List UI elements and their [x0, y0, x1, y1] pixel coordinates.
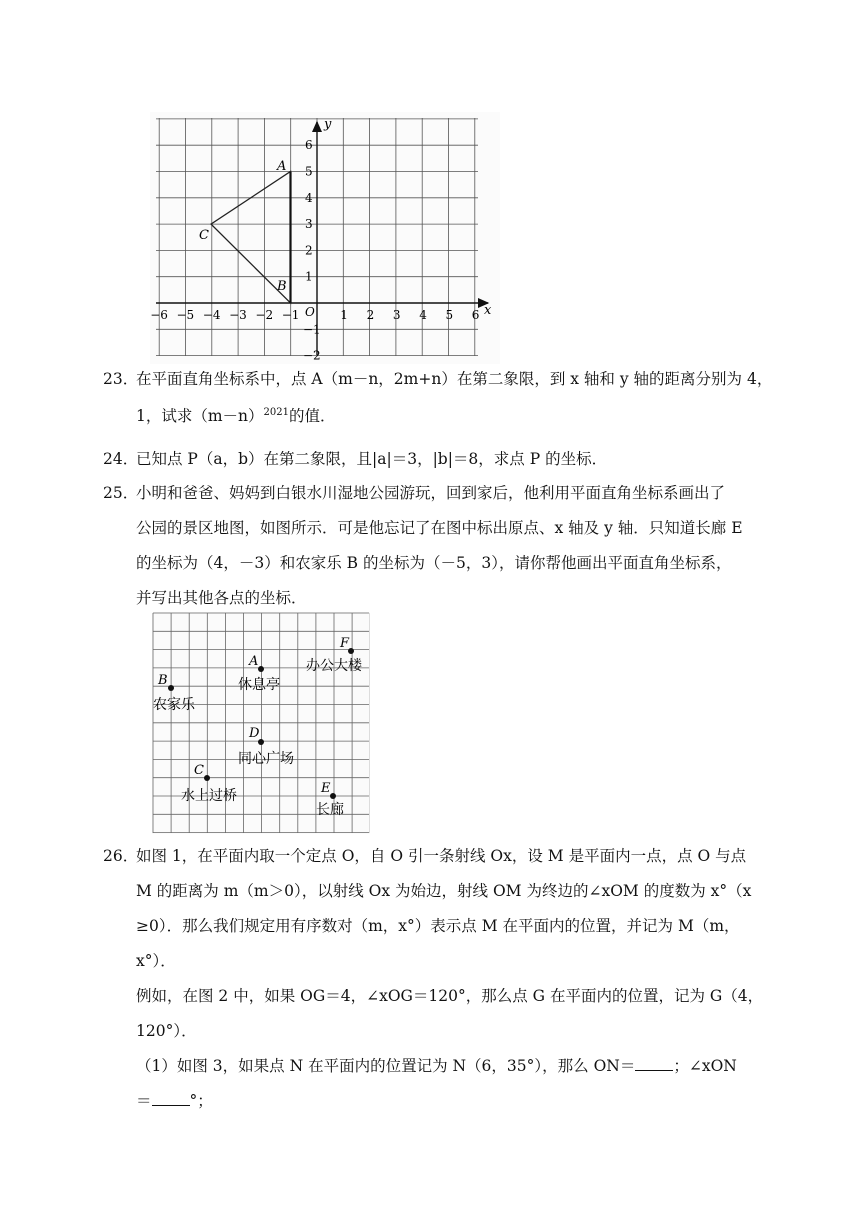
- question-text: 并写出其他各点的坐标．: [136, 589, 307, 607]
- question-text: 120°）．: [136, 1022, 197, 1040]
- point-e-letter: E: [321, 781, 331, 796]
- park-map: [152, 612, 370, 834]
- x-tick-label: 4: [419, 308, 427, 322]
- question-text: ＝ °；: [136, 1092, 213, 1110]
- point-c-label: C: [199, 228, 209, 243]
- x-tick-label: −1: [281, 308, 300, 322]
- y-tick-label: −1: [303, 322, 321, 337]
- question-text: 在平面直角坐标系中，点 A（m－n，2m+n）在第二象限，到 x 轴和 y 轴的距离分别为 4，: [136, 370, 773, 388]
- question-text: 已知点 P（a，b）在第二象限，且|a|＝3，|b|＝8，求点 P 的坐标．: [136, 450, 608, 468]
- point-c-dot: [204, 775, 210, 781]
- x-tick-label: −6: [150, 308, 168, 322]
- x-tick-label: 1: [340, 308, 348, 322]
- x-tick-label: −4: [202, 308, 221, 322]
- x-tick-label: 3: [392, 308, 401, 322]
- point-b-letter: B: [158, 673, 168, 688]
- y-tick-label: 4: [305, 190, 313, 205]
- question-text: 小明和爸爸、妈妈到白银水川湿地公园游玩，回到家后，他利用平面直角坐标系画出了: [136, 484, 726, 502]
- question-number: 25．: [103, 484, 139, 502]
- point-a-label: A: [277, 159, 287, 174]
- x-tick-label: −3: [229, 308, 247, 322]
- question-number: 24．: [103, 450, 139, 468]
- x-tick-label: 2: [366, 308, 375, 322]
- point-d-letter: D: [249, 726, 260, 741]
- x-tick-label: 6: [471, 308, 480, 322]
- origin-label: O: [305, 305, 315, 319]
- x-tick-label: 5: [445, 308, 454, 322]
- answer-blank-on[interactable]: [635, 1056, 673, 1071]
- y-tick-label: 2: [305, 243, 313, 258]
- place-office-building: 办公大楼: [306, 658, 362, 674]
- point-c-letter: C: [194, 763, 204, 778]
- place-tongxin-square: 同心广场: [238, 751, 294, 767]
- question-text: 1，试求$(m-n)^{2021}$的值．: [136, 407, 336, 426]
- question-number: 26．: [103, 847, 139, 865]
- question-text: x°）．: [136, 952, 176, 970]
- coordinate-figure: [150, 112, 500, 364]
- answer-blank-angle[interactable]: [152, 1091, 190, 1106]
- x-axis-label: x: [484, 303, 492, 318]
- y-tick-label: 5: [305, 164, 313, 179]
- place-water-bridge: 水上过桥: [181, 788, 237, 804]
- place-corridor: 长廊: [316, 802, 344, 818]
- point-a-letter: A: [249, 654, 259, 669]
- question-number: 23．: [103, 370, 139, 388]
- question-text: （1）如图 3，如果点 N 在平面内的位置记为 N（6，35°），那么 ON＝ ；∠xON: [136, 1057, 737, 1075]
- place-farmhouse: 农家乐: [153, 697, 195, 713]
- y-tick-label: 1: [305, 269, 313, 284]
- y-tick-label: 6: [305, 138, 313, 153]
- place-rest-pavilion: 休息亭: [238, 677, 280, 693]
- question-text: ≥0）．那么我们规定用有序数对（m，x°）表示点 M 在平面内的位置，并记为 M（m，: [136, 917, 740, 935]
- point-b-label: B: [277, 279, 287, 294]
- question-text: 公园的景区地图，如图所示．可是他忘记了在图中标出原点、x 轴及 y 轴．只知道长廊 E: [136, 519, 743, 537]
- question-text: 的坐标为（4，－3）和农家乐 B 的坐标为（－5，3），请你帮他画出平面直角坐标系，: [136, 554, 732, 572]
- question-text: 如图 1，在平面内取一个定点 O，自 O 引一条射线 Ox，设 M 是平面内一点，点 O 与点: [136, 847, 747, 865]
- x-tick-label: −5: [176, 308, 195, 322]
- y-axis-label: y: [324, 117, 332, 132]
- point-f-letter: F: [340, 636, 350, 651]
- question-text: M 的距离为 m（m＞0），以射线 Ox 为始边，射线 OM 为终边的∠xOM 的度数为 x°（x: [136, 882, 752, 900]
- point-e-dot: [330, 793, 336, 799]
- y-tick-label: −2: [303, 348, 321, 363]
- y-tick-label: 3: [305, 217, 313, 232]
- point-b-dot: [168, 685, 174, 691]
- x-tick-label: −2: [255, 308, 274, 322]
- question-text: 例如，在图 2 中，如果 OG＝4，∠xOG＝120°，那么点 G 在平面内的位置，记为 G（4，: [136, 987, 764, 1005]
- point-a-dot: [258, 666, 264, 672]
